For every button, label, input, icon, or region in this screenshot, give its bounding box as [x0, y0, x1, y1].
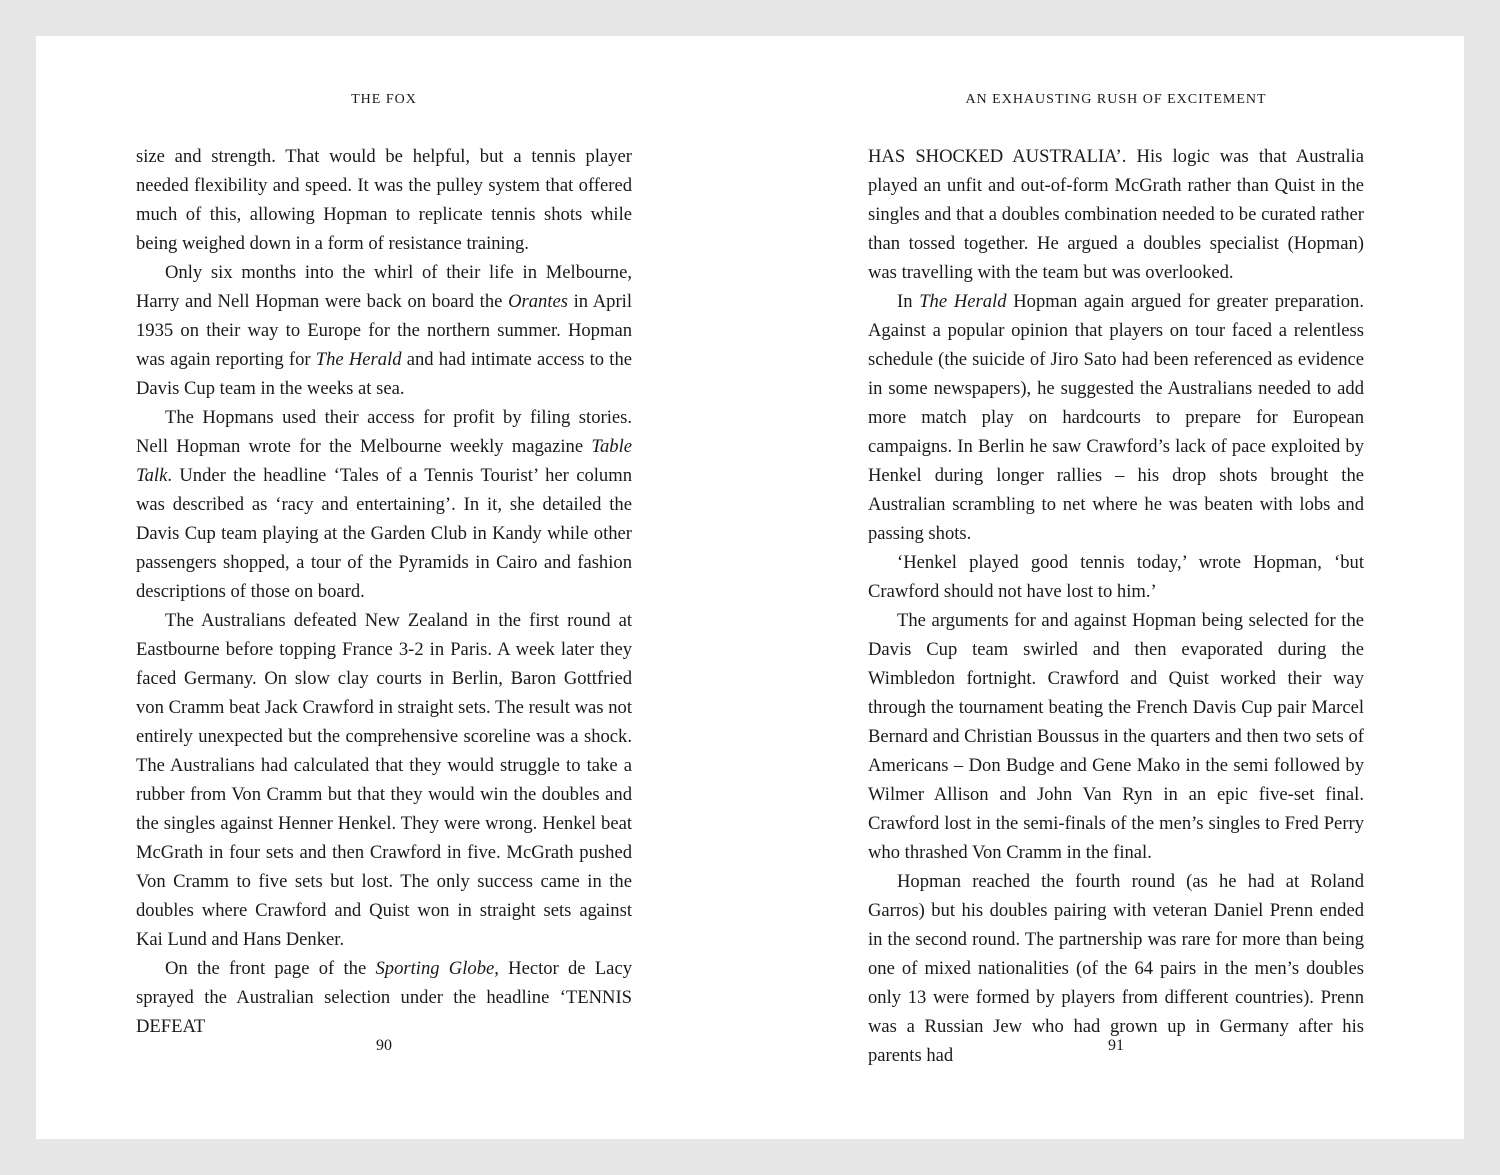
- italic-title: Table Talk: [136, 436, 632, 486]
- italic-title: The Herald: [919, 291, 1007, 312]
- page-number: 90: [376, 1037, 392, 1054]
- page-number: 91: [1108, 1037, 1124, 1054]
- left-page: [136, 36, 632, 1139]
- paragraph: HAS SHOCKED AUSTRALIA’. His logic was that Australia played an unfit and out-of-form McGrath rather than Quist in the singles and that a doubles combination needed to be curated rather than tossed together. He argued a doubles specialist (Hopman) was travelling with the team but was overlooked.: [868, 146, 1364, 283]
- italic-title: The Herald: [315, 349, 402, 370]
- paragraph: Only six months into the whirl of their life in Melbourne, Harry and Nell Hopman were back on board the Orantes in April 1935 on their way to Europe for the northern summer. Hopman was again reporting for The Herald and had intimate access to the Davis Cup team in the weeks at sea.: [136, 262, 632, 399]
- paragraph: Hopman reached the fourth round (as he had at Roland Garros) but his doubles pairing with veteran Daniel Prenn ended in the second round. The partnership was rare for more than being one of mixed nationalities (of the 64 pairs in the men’s doubles only 13 were formed by players from different countries). Prenn was a Russian Jew who had grown up in Germany after his parents had: [868, 871, 1364, 1066]
- right-page: [868, 36, 1364, 1139]
- italic-title: Orantes: [508, 291, 568, 312]
- italic-title: Sporting Globe: [375, 958, 495, 979]
- paragraph: The Australians defeated New Zealand in the first round at Eastbourne before topping France 3-2 in Paris. A week later they faced Germany. On slow clay courts in Berlin, Baron Gottfried von Cramm beat Jack Crawford in straight sets. The result was not entirely unexpected but the comprehensive scoreline was a shock. The Australians had calculated that they would struggle to take a rubber from Von Cramm but that they would win the doubles and the singles against Henner Henkel. They were wrong. Henkel beat McGrath in four sets and then Crawford in five. McGrath pushed Von Cramm to five sets but lost. The only success came in the doubles where Crawford and Quist won in straight sets against Kai Lund and Hans Denker.: [136, 610, 632, 950]
- running-head: AN EXHAUSTING RUSH OF EXCITEMENT: [965, 92, 1267, 107]
- body-text: [868, 142, 1364, 1070]
- paragraph: ‘Henkel played good tennis today,’ wrote Hopman, ‘but Crawford should not have lost to him.’: [868, 552, 1364, 602]
- book-spread: [36, 36, 1464, 1139]
- paragraph: The arguments for and against Hopman being selected for the Davis Cup team swirled and then evaporated during the Wimbledon fortnight. Crawford and Quist worked their way through the tournament beating the French Davis Cup pair Marcel Bernard and Christian Boussus in the quarters and then two sets of Americans – Don Budge and Gene Mako in the semi followed by Wilmer Allison and John Van Ryn in an epic five-set final. Crawford lost in the semi-finals of the men’s singles to Fred Perry who thrashed Von Cramm in the final.: [868, 610, 1364, 863]
- body-text: [136, 142, 632, 1041]
- paragraph: In The Herald Hopman again argued for greater preparation. Against a popular opinion that players on tour faced a relentless schedule (the suicide of Jiro Sato had been referenced as evidence in some newspapers), he suggested the Australians needed to add more match play on hardcourts to prepare for European campaigns. In Berlin he saw Crawford’s lack of pace exploited by Henkel during longer rallies – his drop shots brought the Australian scrambling to net where he was beaten with lobs and passing shots.: [868, 291, 1364, 544]
- paragraph: The Hopmans used their access for profit by filing stories. Nell Hopman wrote for the Melbourne weekly magazine Table Talk. Under the headline ‘Tales of a Tennis Tourist’ her column was described as ‘racy and entertaining’. In it, she detailed the Davis Cup team playing at the Garden Club in Kandy while other passengers shopped, a tour of the Pyramids in Cairo and fashion descriptions of those on board.: [136, 407, 632, 602]
- paragraph: size and strength. That would be helpful, but a tennis player needed flexibility and speed. It was the pulley system that offered much of this, allowing Hopman to replicate tennis shots while being weighed down in a form of resistance training.: [136, 146, 632, 254]
- paragraph: On the front page of the Sporting Globe, Hector de Lacy sprayed the Australian selection under the headline ‘TENNIS DEFEAT: [136, 958, 632, 1037]
- running-head: THE FOX: [351, 92, 417, 107]
